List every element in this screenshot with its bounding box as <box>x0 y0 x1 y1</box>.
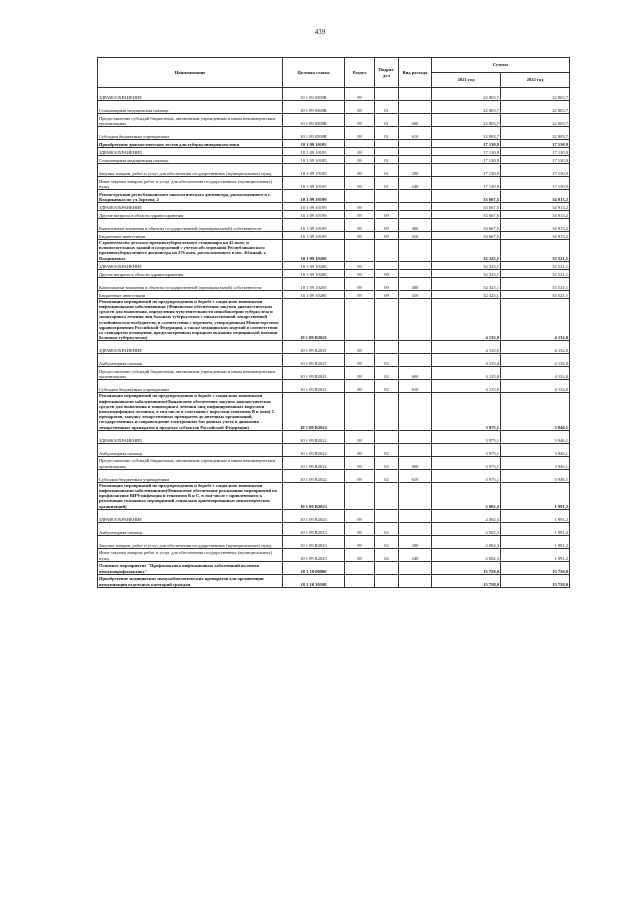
cell-subsection: 09 <box>375 232 399 240</box>
cell-name: ЗДРАВООХРАНЕНИЕ <box>98 430 283 443</box>
cell-exp-type <box>399 156 432 164</box>
cell-sum-2022: 34 913,2 <box>501 219 570 232</box>
cell-name: Капитальные вложения в объекты государственной (муниципальной) собственности <box>98 219 283 232</box>
cell-exp-type <box>399 298 432 341</box>
cell-section: 09 <box>345 148 375 156</box>
cell-sum-2022: 3 946,1 <box>501 430 570 443</box>
cell-sum-2021: 32 325,1 <box>432 290 501 298</box>
cell-sum-2021: 33 667,5 <box>432 232 501 240</box>
cell-exp-type <box>399 261 432 269</box>
cell-section: 09 <box>345 177 375 190</box>
table-row <box>98 367 570 380</box>
table-row <box>98 430 570 443</box>
cell-exp-type <box>399 269 432 277</box>
cell-sum-2021: 4 135,0 <box>432 367 501 380</box>
table-row <box>98 535 570 548</box>
cell-target: 10 1 09 10199 <box>283 190 345 203</box>
cell-exp-type: 610 <box>399 127 432 140</box>
cell-sum-2021: 33 667,5 <box>432 203 501 211</box>
cell-subsection: 02 <box>375 548 399 561</box>
cell-sum-2022: 3 946,1 <box>501 469 570 482</box>
table-row <box>98 482 570 509</box>
cell-subsection: 01 <box>375 177 399 190</box>
cell-sum-2022: 33 521,1 <box>501 240 570 262</box>
table-row <box>98 240 570 262</box>
cell-sum-2021: 17 130,9 <box>432 140 501 148</box>
cell-name: ЗДРАВООХРАНЕНИЕ <box>98 148 283 156</box>
table-row <box>98 393 570 430</box>
cell-name: ЗДРАВООХРАНЕНИЕ <box>98 203 283 211</box>
cell-section: 09 <box>345 341 375 354</box>
cell-subsection <box>375 190 399 203</box>
cell-target: 10 1 09 0508R <box>283 101 345 114</box>
cell-exp-type: 240 <box>399 548 432 561</box>
cell-sum-2022: 4 132,0 <box>501 380 570 393</box>
cell-sum-2021: 33 667,5 <box>432 219 501 232</box>
cell-sum-2022: 3 946,1 <box>501 443 570 456</box>
cell-target: 10 1 09 10200 <box>283 240 345 262</box>
cell-name: Приобретение диагностических тестов для туберкулинодиагностики <box>98 140 283 148</box>
cell-sum-2022: 34 913,2 <box>501 232 570 240</box>
table-row <box>98 127 570 140</box>
table-row <box>98 88 570 101</box>
cell-target: 10 1 09 10199 <box>283 219 345 232</box>
cell-exp-type <box>399 341 432 354</box>
cell-subsection: 02 <box>375 443 399 456</box>
col-header-exp-type: Вид расхода <box>399 58 432 88</box>
cell-name: ЗДРАВООХРАНЕНИЕ <box>98 261 283 269</box>
cell-sum-2021: 22 803,7 <box>432 114 501 127</box>
cell-section: 09 <box>345 277 375 290</box>
cell-name: ЗДРАВООХРАНЕНИЕ <box>98 341 283 354</box>
cell-sum-2022: 4 132,0 <box>501 341 570 354</box>
cell-sum-2021: 33 667,5 <box>432 211 501 219</box>
cell-sum-2022: 34 913,2 <box>501 203 570 211</box>
budget-table <box>97 57 570 588</box>
cell-sum-2021: 32 325,1 <box>432 240 501 262</box>
table-row <box>98 574 570 587</box>
cell-target: 10 1 09 R2023 <box>283 548 345 561</box>
cell-name: Субсидии бюджетным учреждениям <box>98 469 283 482</box>
cell-target: 10 1 09 10105 <box>283 148 345 156</box>
cell-section: 09 <box>345 127 375 140</box>
cell-sum-2022: 22 803,7 <box>501 127 570 140</box>
table-row <box>98 456 570 469</box>
cell-target: 10 1 09 R2022 <box>283 456 345 469</box>
cell-section <box>345 574 375 587</box>
cell-name: Стационарная медицинская помощь <box>98 156 283 164</box>
cell-section: 09 <box>345 156 375 164</box>
cell-exp-type <box>399 140 432 148</box>
cell-exp-type: 410 <box>399 290 432 298</box>
cell-name: Капитальные вложения в объекты государственной (муниципальной) собственности <box>98 277 283 290</box>
cell-subsection: 01 <box>375 127 399 140</box>
cell-name: ЗДРАВООХРАНЕНИЕ <box>98 88 283 101</box>
cell-sum-2022: 22 803,7 <box>501 114 570 127</box>
cell-sum-2022: 3 946,1 <box>501 393 570 430</box>
cell-sum-2022: 1 991,2 <box>501 509 570 522</box>
cell-sum-2022: 15 758,0 <box>501 574 570 587</box>
cell-sum-2021: 3 975,1 <box>432 469 501 482</box>
cell-target: 10 1 09 10200 <box>283 261 345 269</box>
col-header-target: Целевая статья <box>283 58 345 88</box>
cell-subsection: 02 <box>375 535 399 548</box>
cell-subsection: 09 <box>375 211 399 219</box>
cell-sum-2021: 22 803,7 <box>432 127 501 140</box>
table-body <box>98 88 570 588</box>
cell-name: Основное мероприятие "Профилактика инфекционных заболеваний включая иммунопрофилактику" <box>98 561 283 574</box>
cell-section: 09 <box>345 535 375 548</box>
cell-sum-2021: 32 325,1 <box>432 269 501 277</box>
cell-exp-type <box>399 522 432 535</box>
cell-sum-2022: 34 913,2 <box>501 211 570 219</box>
cell-section: 09 <box>345 211 375 219</box>
cell-sum-2021: 22 803,7 <box>432 88 501 101</box>
table-row <box>98 140 570 148</box>
cell-name: Субсидии бюджетным учреждениям <box>98 380 283 393</box>
cell-target: 10 1 09 10105 <box>283 140 345 148</box>
cell-sum-2021: 3 975,1 <box>432 393 501 430</box>
cell-subsection <box>375 482 399 509</box>
cell-sum-2021: 17 130,9 <box>432 156 501 164</box>
cell-target: 10 1 09 10200 <box>283 277 345 290</box>
cell-section: 09 <box>345 380 375 393</box>
page-number: 439 <box>314 28 326 36</box>
cell-sum-2021: 3 975,1 <box>432 456 501 469</box>
cell-target: 10 1 09 10199 <box>283 232 345 240</box>
cell-sum-2021: 17 130,9 <box>432 164 501 177</box>
cell-subsection <box>375 148 399 156</box>
cell-name: Предоставление субсидий бюджетным, автономным учреждениям и иным некоммерческим организациям <box>98 456 283 469</box>
cell-exp-type <box>399 430 432 443</box>
cell-target: 10 1 09 0508R <box>283 114 345 127</box>
table-row <box>98 269 570 277</box>
table-row <box>98 548 570 561</box>
cell-section <box>345 140 375 148</box>
col-header-2022: 2022 год <box>501 73 570 88</box>
cell-name: Амбулаторная помощь <box>98 522 283 535</box>
cell-subsection <box>375 203 399 211</box>
table-row <box>98 290 570 298</box>
cell-subsection: 02 <box>375 469 399 482</box>
cell-section: 09 <box>345 522 375 535</box>
cell-subsection: 09 <box>375 290 399 298</box>
cell-exp-type <box>399 203 432 211</box>
col-header-section: Раздел <box>345 58 375 88</box>
cell-sum-2021: 32 325,1 <box>432 261 501 269</box>
cell-sum-2021: 2 002,3 <box>432 535 501 548</box>
cell-subsection <box>375 561 399 574</box>
cell-sum-2022: 22 803,7 <box>501 88 570 101</box>
table-row <box>98 354 570 367</box>
cell-exp-type <box>399 88 432 101</box>
cell-exp-type: 200 <box>399 164 432 177</box>
cell-sum-2021: 15 758,0 <box>432 574 501 587</box>
table-row <box>98 380 570 393</box>
cell-section: 09 <box>345 232 375 240</box>
cell-section <box>345 561 375 574</box>
cell-name: Иные закупки товаров, работ и услуг для обеспечения государственных (муниципальных) нужд <box>98 177 283 190</box>
cell-sum-2022: 4 132,0 <box>501 354 570 367</box>
cell-section: 09 <box>345 354 375 367</box>
cell-exp-type: 410 <box>399 232 432 240</box>
cell-sum-2022: 1 991,2 <box>501 548 570 561</box>
cell-target: 10 1 10 00000 <box>283 561 345 574</box>
cell-sum-2021: 32 325,1 <box>432 277 501 290</box>
cell-subsection <box>375 341 399 354</box>
cell-sum-2022: 17 130,9 <box>501 177 570 190</box>
cell-sum-2022: 33 521,1 <box>501 261 570 269</box>
cell-exp-type: 400 <box>399 277 432 290</box>
cell-section: 09 <box>345 443 375 456</box>
cell-target: 10 1 09 R2023 <box>283 509 345 522</box>
cell-target: 10 1 09 10105 <box>283 164 345 177</box>
cell-sum-2021: 2 002,3 <box>432 482 501 509</box>
cell-sum-2022: 22 803,7 <box>501 101 570 114</box>
cell-sum-2022: 34 913,2 <box>501 190 570 203</box>
cell-sum-2022: 33 521,1 <box>501 277 570 290</box>
cell-sum-2021: 2 002,3 <box>432 522 501 535</box>
cell-exp-type <box>399 211 432 219</box>
cell-subsection: 09 <box>375 219 399 232</box>
cell-exp-type: 610 <box>399 380 432 393</box>
cell-name: Иные закупки товаров, работ и услуг для обеспечения государственных (муниципальных) нужд <box>98 548 283 561</box>
cell-section: 09 <box>345 430 375 443</box>
cell-subsection: 01 <box>375 164 399 177</box>
cell-exp-type <box>399 482 432 509</box>
table-row <box>98 219 570 232</box>
cell-exp-type <box>399 393 432 430</box>
table-row <box>98 164 570 177</box>
cell-sum-2022: 17 130,9 <box>501 140 570 148</box>
cell-subsection: 01 <box>375 156 399 164</box>
table-row <box>98 561 570 574</box>
cell-sum-2022: 33 521,1 <box>501 269 570 277</box>
table-row <box>98 341 570 354</box>
cell-exp-type <box>399 574 432 587</box>
cell-target: 10 1 10 10108 <box>283 574 345 587</box>
cell-subsection <box>375 393 399 430</box>
cell-name: Предоставление субсидий бюджетным, автономным учреждениям и иным некоммерческим организациям <box>98 114 283 127</box>
cell-subsection: 01 <box>375 101 399 114</box>
cell-sum-2021: 17 130,9 <box>432 148 501 156</box>
table-row <box>98 522 570 535</box>
table-row <box>98 443 570 456</box>
cell-section: 09 <box>345 219 375 232</box>
table-row <box>98 277 570 290</box>
table-row <box>98 101 570 114</box>
cell-sum-2022: 4 132,0 <box>501 298 570 341</box>
cell-name: Субсидии бюджетным учреждениям <box>98 127 283 140</box>
cell-exp-type: 400 <box>399 219 432 232</box>
cell-name: Бюджетные инвестиции <box>98 290 283 298</box>
cell-name: Закупка товаров, работ и услуг для обеспечения государственных (муниципальных) нужд <box>98 535 283 548</box>
cell-subsection <box>375 509 399 522</box>
cell-section: 09 <box>345 469 375 482</box>
cell-section: 09 <box>345 290 375 298</box>
cell-section: 09 <box>345 548 375 561</box>
cell-target: 10 1 09 10199 <box>283 211 345 219</box>
cell-section <box>345 190 375 203</box>
cell-exp-type <box>399 101 432 114</box>
cell-exp-type: 610 <box>399 469 432 482</box>
cell-subsection: 02 <box>375 354 399 367</box>
cell-sum-2021: 4 135,0 <box>432 298 501 341</box>
cell-exp-type: 600 <box>399 456 432 469</box>
cell-sum-2021: 3 975,1 <box>432 430 501 443</box>
cell-sum-2021: 2 002,3 <box>432 548 501 561</box>
cell-name: Закупка товаров, работ и услуг для обеспечения государственных (муниципальных) нужд <box>98 164 283 177</box>
cell-subsection: 02 <box>375 456 399 469</box>
cell-target: 10 1 09 R2022 <box>283 469 345 482</box>
cell-subsection: 02 <box>375 380 399 393</box>
cell-sum-2022: 17 130,9 <box>501 164 570 177</box>
cell-section: 09 <box>345 88 375 101</box>
cell-sum-2022: 17 130,9 <box>501 148 570 156</box>
cell-name: Реализация мероприятий по предупреждению и борьбе с социально значимыми инфекционными заболеваниями(Финансовое обеспечение закупок диагностических средств для выявления и мониторинга лечения лиц, инфицированных вирусами иммунодефицита человека, в том числе в сочетании с вирусами гепатитов В и (или) С препаратов, закупку лекарственных препаратов до аптечных организаций, государственных и сопровождение электронных баз данных учета и движения лекарственных препаратов в пределах субъектов Российской Федерации) <box>98 393 283 430</box>
cell-section <box>345 240 375 262</box>
cell-subsection: 01 <box>375 114 399 127</box>
cell-name: Строительство детского противотуберкулезного стационара на 45 коек, и вспомогательных зданий и сооружений с учетом обследования Республиканского противотуберкулезного диспансера на 276 коек, расположенного в пос. Южный, г. Владикавказ <box>98 240 283 262</box>
cell-exp-type: 200 <box>399 535 432 548</box>
cell-exp-type <box>399 443 432 456</box>
cell-target: 10 1 09 10105 <box>283 156 345 164</box>
cell-target: 10 1 09 R2021 <box>283 341 345 354</box>
cell-section: 09 <box>345 114 375 127</box>
table-row <box>98 148 570 156</box>
table-row <box>98 298 570 341</box>
cell-exp-type <box>399 561 432 574</box>
cell-name: Приобретение медицинских иммунобиологических препаратов для организации иммунизации отдельных категорий граждан <box>98 574 283 587</box>
cell-exp-type <box>399 240 432 262</box>
cell-name: Другие вопросы в области здравоохранения <box>98 269 283 277</box>
cell-name: Предоставление субсидий бюджетным, автономным учреждениям и иным некоммерческим организациям <box>98 367 283 380</box>
cell-sum-2021: 4 135,0 <box>432 354 501 367</box>
cell-target: 10 1 09 R2023 <box>283 522 345 535</box>
cell-target: 10 1 09 R2021 <box>283 367 345 380</box>
cell-subsection: 09 <box>375 269 399 277</box>
table-row <box>98 261 570 269</box>
cell-subsection: 02 <box>375 367 399 380</box>
cell-sum-2021: 4 135,0 <box>432 341 501 354</box>
table-row <box>98 114 570 127</box>
cell-section: 09 <box>345 456 375 469</box>
table-row <box>98 177 570 190</box>
cell-target: 10 1 09 0508R <box>283 88 345 101</box>
cell-exp-type: 240 <box>399 177 432 190</box>
cell-name: Реконструкция республиканского онкологического диспансера, расположенного в г. Владикавказ по ул.Зортова, 2 <box>98 190 283 203</box>
table-row <box>98 232 570 240</box>
table-row <box>98 469 570 482</box>
table-row <box>98 156 570 164</box>
cell-section: 09 <box>345 164 375 177</box>
cell-sum-2022: 1 991,2 <box>501 535 570 548</box>
table-row <box>98 211 570 219</box>
cell-exp-type <box>399 190 432 203</box>
cell-sum-2022: 33 521,1 <box>501 290 570 298</box>
cell-target: 10 1 09 R2021 <box>283 380 345 393</box>
cell-target: 10 1 09 R2023 <box>283 535 345 548</box>
cell-sum-2022: 1 991,2 <box>501 522 570 535</box>
cell-sum-2021: 22 803,7 <box>432 101 501 114</box>
cell-target: 10 1 09 10200 <box>283 269 345 277</box>
cell-exp-type: 600 <box>399 367 432 380</box>
cell-target: 10 1 09 0508R <box>283 127 345 140</box>
cell-sum-2022: 4 132,0 <box>501 367 570 380</box>
cell-sum-2021: 2 002,3 <box>432 509 501 522</box>
cell-subsection <box>375 430 399 443</box>
cell-target: 10 1 09 R2021 <box>283 298 345 341</box>
cell-name: Реализация мероприятий по предупреждению и борьбе с социально значимыми инфекционными заболеваниями (Финансовое обеспечение закупок диагностических средств для выявления, определения чувствительности микобактерии туберкулеза и мониторинга лечения лиц больных туберкулезом с множественной лекарственной устойчивостью возбудителя, в соответствии с перечнем, утвержденным Министерством здравоохранения Российской Федерации, а также медицинских изделий в соответствии со стандартом оснащения, предусмотренным порядком оказания медицинской помощи больным туберкулезом) <box>98 298 283 341</box>
cell-section: 09 <box>345 203 375 211</box>
cell-target: 10 1 09 R2022 <box>283 430 345 443</box>
col-header-sums: Суммы <box>432 58 570 73</box>
table-row <box>98 190 570 203</box>
cell-target: 10 1 09 R2023 <box>283 482 345 509</box>
cell-exp-type: 600 <box>399 114 432 127</box>
cell-sum-2022: 15 758,0 <box>501 561 570 574</box>
col-header-name: Наименование <box>98 58 283 88</box>
cell-subsection <box>375 261 399 269</box>
cell-name: Стационарная медицинская помощь <box>98 101 283 114</box>
cell-target: 10 1 09 R2022 <box>283 393 345 430</box>
cell-subsection <box>375 574 399 587</box>
cell-sum-2021: 4 135,0 <box>432 380 501 393</box>
cell-subsection <box>375 240 399 262</box>
cell-subsection: 02 <box>375 522 399 535</box>
cell-sum-2021: 17 130,9 <box>432 177 501 190</box>
col-header-2021: 2021 год <box>432 73 501 88</box>
cell-name: Другие вопросы в области здравоохранения <box>98 211 283 219</box>
table-row <box>98 203 570 211</box>
cell-exp-type <box>399 509 432 522</box>
cell-subsection <box>375 140 399 148</box>
cell-name: Амбулаторная помощь <box>98 443 283 456</box>
cell-subsection <box>375 298 399 341</box>
cell-name: ЗДРАВООХРАНЕНИЕ <box>98 509 283 522</box>
cell-section: 09 <box>345 101 375 114</box>
cell-section <box>345 298 375 341</box>
cell-target: 10 1 09 R2022 <box>283 443 345 456</box>
cell-exp-type <box>399 354 432 367</box>
cell-target: 10 1 09 10200 <box>283 290 345 298</box>
cell-name: Бюджетные инвестиции <box>98 232 283 240</box>
cell-subsection <box>375 88 399 101</box>
col-header-subsection: Подраз-дел <box>375 58 399 88</box>
cell-target: 10 1 09 10105 <box>283 177 345 190</box>
cell-section <box>345 393 375 430</box>
cell-section: 09 <box>345 261 375 269</box>
cell-sum-2022: 17 130,9 <box>501 156 570 164</box>
cell-section: 09 <box>345 269 375 277</box>
cell-sum-2021: 15 758,0 <box>432 561 501 574</box>
cell-sum-2021: 3 975,1 <box>432 443 501 456</box>
table-row <box>98 509 570 522</box>
cell-section: 09 <box>345 367 375 380</box>
cell-subsection: 09 <box>375 277 399 290</box>
cell-target: 10 1 09 10199 <box>283 203 345 211</box>
cell-exp-type <box>399 148 432 156</box>
cell-sum-2021: 33 667,5 <box>432 190 501 203</box>
cell-name: Реализация мероприятий по предупреждению и борьбе с социально значимыми инфекционными заболеваниями(Финансовое обеспечение реализации мероприятий по профилактике ВИЧ-инфекции и гепатитов В и С, в том числе с привлечением к реализации указанных мероприятий социально ориентированных некоммерческих организаций) <box>98 482 283 509</box>
cell-target: 10 1 09 R2021 <box>283 354 345 367</box>
cell-section <box>345 482 375 509</box>
cell-sum-2022: 1 991,2 <box>501 482 570 509</box>
cell-name: Амбулаторная помощь <box>98 354 283 367</box>
cell-section: 09 <box>345 509 375 522</box>
cell-sum-2022: 3 946,1 <box>501 456 570 469</box>
